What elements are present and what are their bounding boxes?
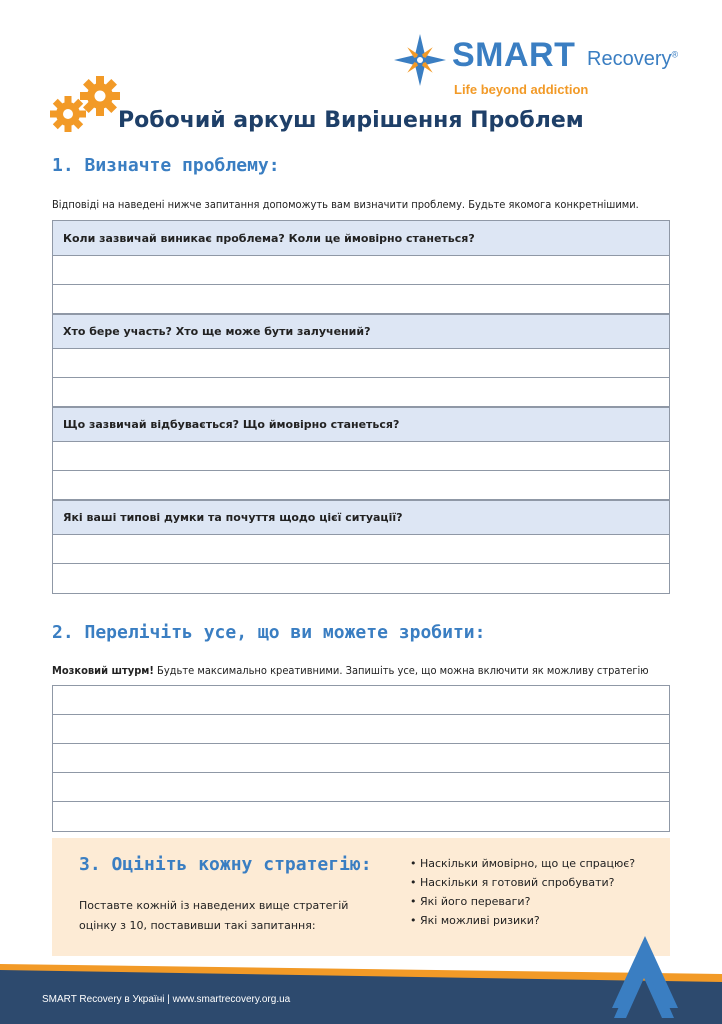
question-row: Які ваші типові думки та почуття щодо цієї ситуації?	[53, 500, 669, 535]
answer-line[interactable]	[53, 378, 669, 407]
gears-icon	[46, 74, 124, 136]
answer-line[interactable]	[53, 535, 669, 564]
answer-line[interactable]	[53, 564, 669, 593]
section2-heading: 2. Перелічіть усе, що ви можете зробити:	[52, 622, 486, 643]
answer-line[interactable]	[53, 349, 669, 378]
section2-intro	[52, 664, 649, 677]
logo-recovery-text: Recovery®	[587, 48, 679, 70]
strategies-table	[52, 685, 670, 832]
rating-question: • Які можливі ризики?	[410, 911, 635, 930]
strategy-line[interactable]	[53, 773, 669, 802]
section2-intro-text: Будьте максимально креативними. Запишіть усе, що можна включити як можливу стратегію	[153, 664, 649, 677]
rating-question: • Наскільки я готовий спробувати?	[410, 873, 635, 892]
section1-heading: 1. Визначте проблему:	[52, 155, 280, 176]
smart-recovery-logo	[392, 30, 702, 102]
answer-line[interactable]	[53, 471, 669, 500]
strategy-line[interactable]	[53, 686, 669, 715]
section1-intro: Відповіді на наведені нижче запитання допоможуть вам визначити проблему. Будьте якомога конкретнішими.	[52, 198, 639, 211]
problem-definition-table	[52, 220, 670, 594]
answer-line[interactable]	[53, 256, 669, 285]
footer-text[interactable]: SMART Recovery в Україні | www.smartrecovery.org.ua	[42, 994, 291, 1005]
rating-questions-list	[410, 854, 635, 930]
section3-description: Поставте кожній із наведених вище стратегій оцінку з 10, поставивши такі запитання:	[79, 899, 349, 932]
smart-triangle-icon	[612, 936, 678, 1008]
answer-line[interactable]	[53, 285, 669, 314]
strategy-line[interactable]	[53, 802, 669, 831]
section3-heading: 3. Оцініть кожну стратегію:	[79, 854, 372, 875]
rating-question: • Які його переваги?	[410, 892, 635, 911]
brainstorm-label: Мозковий штурм!	[52, 664, 154, 677]
logo-tagline: Life beyond addiction	[454, 82, 589, 97]
logo-smart-text: SMART	[452, 36, 576, 74]
rating-question: • Наскільки ймовірно, що це спрацює?	[410, 854, 635, 873]
strategy-line[interactable]	[53, 715, 669, 744]
page-title: Робочий аркуш Вирішення Проблем	[118, 108, 584, 133]
strategy-line[interactable]	[53, 744, 669, 773]
answer-line[interactable]	[53, 442, 669, 471]
compass-star-icon	[392, 32, 448, 88]
rate-strategies-box	[52, 838, 670, 956]
question-row: Хто бере участь? Хто ще може бути залучений?	[53, 314, 669, 349]
question-row: Коли зазвичай виникає проблема? Коли це ймовірно станеться?	[53, 221, 669, 256]
question-row: Що зазвичай відбувається? Що ймовірно станеться?	[53, 407, 669, 442]
